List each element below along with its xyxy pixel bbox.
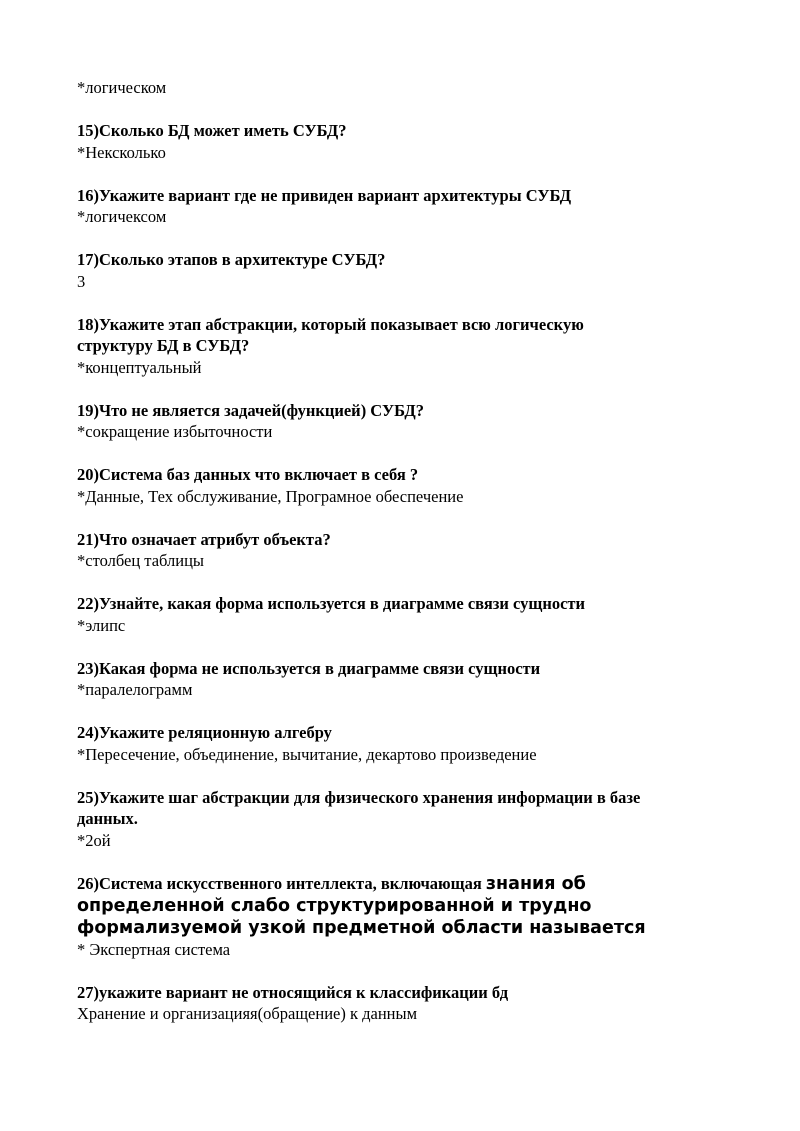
question-18-line-1: 18)Укажите этап абстракции, который показывает всю логическую <box>77 314 584 334</box>
answer-18: *концептуальный <box>77 357 202 377</box>
spacer <box>77 851 737 873</box>
spacer <box>77 507 737 529</box>
spacer <box>77 636 737 658</box>
answer-23: *паралелограмм <box>77 680 193 699</box>
question-20: 20)Система баз данных что включает в себя ? <box>77 465 419 484</box>
question-21: 21)Что означает атрибут объекта? <box>77 529 331 549</box>
question-24: 24)Укажите реляционную алгебру <box>77 723 332 742</box>
question-18-line-2: структуру БД в СУБД? <box>77 336 250 355</box>
spacer <box>77 701 737 723</box>
answer-15: *Нексколько <box>77 142 166 162</box>
question-22: 22)Узнайте, какая форма используется в диаграмме связи сущности <box>77 594 586 613</box>
answer-14: *логическом <box>77 78 167 97</box>
answer-17: 3 <box>77 271 86 291</box>
spacer <box>77 292 737 314</box>
question-23: 23)Какая форма не используется в диаграмме связи сущности <box>77 658 541 678</box>
spacer <box>77 960 737 982</box>
answer-19: *сокращение избыточности <box>77 422 273 441</box>
question-26-part-2: знания об <box>485 873 586 894</box>
question-15: 15)Сколько БД может иметь СУБД? <box>77 121 347 140</box>
answer-16: *логичексом <box>77 207 167 226</box>
question-26-line-3: формализуемой узкой предметной области называется <box>77 917 646 938</box>
question-26-part-1: 26)Система искусственного интеллекта, включающая <box>77 873 486 893</box>
answer-21: *столбец таблицы <box>77 551 204 570</box>
answer-25: *2ой <box>77 830 111 850</box>
question-19: 19)Что не является задачей(функцией) СУБД? <box>77 400 424 420</box>
spacer <box>77 228 737 250</box>
answer-27: Хранение и организацияя(обращение) к данным <box>77 1004 418 1023</box>
spacer <box>77 378 737 400</box>
answer-20: *Данные, Тех обслуживание, Програмное обеспечение <box>77 486 464 506</box>
question-16: 16)Укажите вариант где не привиден вариант архитектуры СУБД <box>77 185 572 205</box>
question-25-line-1: 25)Укажите шаг абстракции для физического хранения информации в базе <box>77 787 641 807</box>
question-25-line-2: данных. <box>77 809 138 828</box>
question-26-line-2: определенной слабо структурированной и трудно <box>77 895 592 916</box>
spacer <box>77 443 737 465</box>
answer-24: *Пересечение, объединение, вычитание, декартово произведение <box>77 744 537 764</box>
answer-26: * Экспертная система <box>77 939 231 959</box>
spacer <box>77 99 737 121</box>
question-17: 17)Сколько этапов в архитектуре СУБД? <box>77 250 386 269</box>
question-27: 27)укажите вариант не относящийся к классификации бд <box>77 982 509 1002</box>
spacer <box>77 163 737 185</box>
spacer <box>77 572 737 594</box>
spacer <box>77 765 737 787</box>
question-26-line-1 <box>77 873 737 895</box>
answer-22: *элипс <box>77 615 126 635</box>
document-content <box>77 77 737 1025</box>
